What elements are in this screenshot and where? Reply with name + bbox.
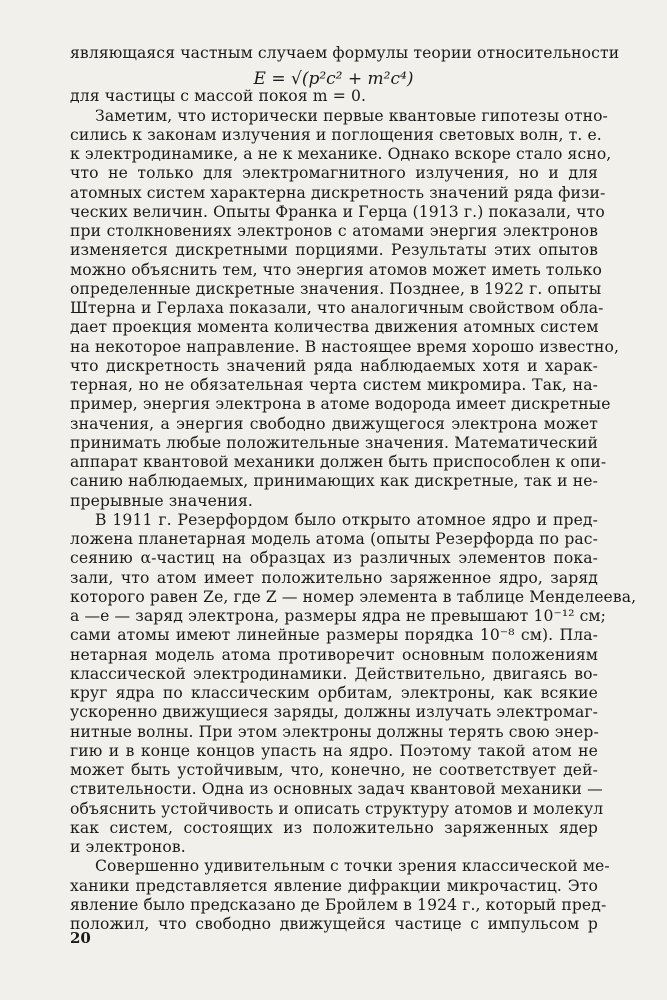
text-line: круг ядра по классическим орбитам, электроны, как всякие [70,684,598,702]
text-line: сились к законам излучения и поглощения световых волн, т. е. [70,125,602,144]
text-line: атомных систем характерна дискретность значений ряда физи- [70,183,606,202]
text-line: ложена планетарная модель атома (опыты Резерфорда по рас- [70,530,598,548]
text-line: что не только для электромагнитного излучения, но и для [70,164,598,183]
text-line: гию и в конце концов упасть на ядро. Поэтому такой атом не [70,741,598,760]
text-line: для частицы с массой покоя m = 0. [70,87,367,106]
text-line: как систем, состоящих из положительно заряженных ядер [70,818,598,837]
text-line: при столкновениях электронов с атомами энергия электронов [70,222,598,240]
text-line: ческих величин. Опыты Франка и Герца (1913 г.) показали, что [70,202,605,221]
text-line: сеянию α-частиц на образцах из различных элементов пока- [70,549,598,568]
text-line: изменяется дискретными порциями. Результаты этих опытов [70,241,598,260]
text-line: явление было предсказано де Бройлем в 1924 г., который пред- [70,895,607,914]
text-line: принимать любые положительные значения. Математический [70,433,598,452]
text-line: определенные дискретные значения. Позднее, в 1922 г. опыты [70,279,602,298]
energy-formula: E = √(p²c² + m²c⁴) [253,69,414,90]
text-line: на некоторое направление. В настоящее время хорошо известно, [70,337,620,356]
text-line: что дискретность значений ряда наблюдаемых хотя и харак- [70,356,598,375]
text-line: значения, а энергия свободно движущегося электрона может [70,414,598,433]
text-line: нитные волны. При этом электроны должны терять свою энер- [70,722,599,741]
text-line: Совершенно удивительным с точки зрения классической ме- [95,857,610,876]
text-line: сами атомы имеют линейные размеры порядка 10⁻⁸ см). Пла- [70,626,598,645]
text-line: В 1911 г. Резерфордом было открыто атомное ядро и пред- [95,510,598,529]
text-line: и электронов. [70,838,186,856]
text-line: классической электродинамики. Действительно, двигаясь во- [70,664,598,683]
text-line: нетарная модель атома противоречит основным положениям [70,645,598,664]
text-line: зали, что атом имеет положительно заряженное ядро, заряд [70,568,598,587]
text-line: положил, что свободно движущейся частице с импульсом p [70,915,598,933]
text-line: можно объяснить тем, что энергия атомов может иметь только [70,260,603,279]
text-line: Заметим, что исторически первые квантовые гипотезы отно- [95,106,608,125]
text-line: может быть устойчивым, что, конечно, не соответствует дей- [70,761,598,779]
text-line: являющаяся частным случаем формулы теории относительности [70,44,620,62]
text-line: а —e — заряд электрона, размеры ядра не превышают 10⁻¹² см; [70,607,607,625]
text-line: объяснить устойчивость и описать структуру атомов и молекул [70,799,604,818]
page-number: 20 [70,929,91,947]
text-line: санию наблюдаемых, принимающих как дискретные, так и не- [70,472,598,491]
text-line: прерывные значения. [70,491,253,510]
text-line: к электродинамике, а не к механике. Однако вскоре стало ясно, [70,145,612,163]
text-line: пример, энергия электрона в атоме водорода имеет дискретные [70,395,611,414]
text-line: Штерна и Герлаха показали, что аналогичным свойством обла- [70,299,604,317]
text-line: которого равен Ze, где Z — номер элемента в таблице Менделеева, [70,587,637,606]
text-line: дает проекция момента количества движения атомных систем [70,318,599,337]
text-line: ханики представляется явление дифракции микрочастиц. Это [70,876,598,895]
text-line: терная, но не обязательная черта систем микромира. Так, на- [70,376,598,394]
text-line: ствительности. Одна из основных задач квантовой механики — [70,780,603,799]
text-line: ускоренно движущиеся заряды, должны излучать электромаг- [70,703,598,722]
text-line: аппарат квантовой механики должен быть приспособлен к опи- [70,453,607,471]
